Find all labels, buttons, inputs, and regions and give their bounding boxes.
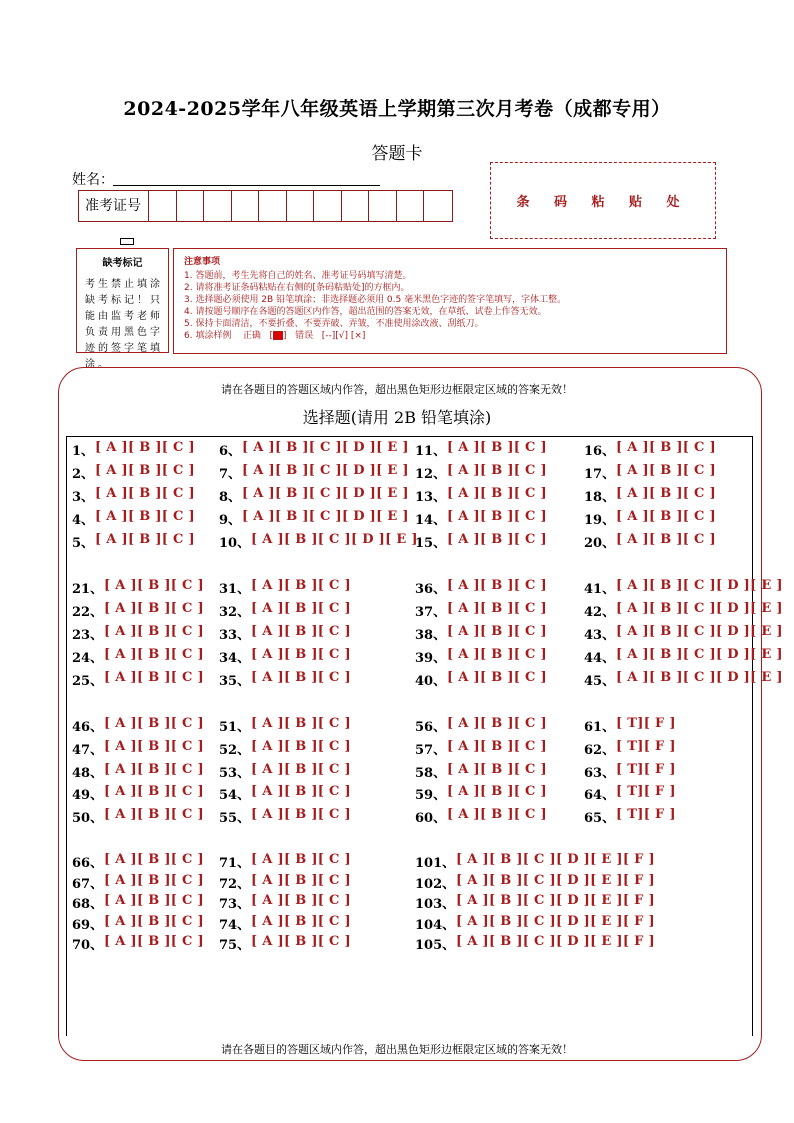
answer-options[interactable]: [ A ][ B ][ C ][ D ][ E ]: [251, 532, 418, 547]
question-number: 51、: [219, 720, 251, 735]
answer-options[interactable]: [ A ][ B ][ C ]: [95, 463, 195, 478]
answer-options[interactable]: [ A ][ B ][ C ]: [616, 532, 716, 547]
question-number: 4、: [72, 513, 95, 528]
question-number: 8、: [219, 490, 242, 505]
panel-top-notice: 请在各题目的答题区域内作答，超出黑色矩形边框限定区域的答案无效！: [221, 383, 573, 396]
question-number: 70、: [72, 938, 104, 954]
answer-options[interactable]: [ T][ F ]: [616, 784, 676, 800]
answer-options[interactable]: [ A ][ B ][ C ]: [447, 601, 547, 616]
question-number: 63、: [584, 765, 616, 781]
answer-options[interactable]: [ A ][ B ][ C ]: [251, 913, 351, 929]
answer-options[interactable]: [ A ][ B ][ C ]: [616, 486, 716, 501]
question-number: 19、: [584, 513, 616, 528]
answer-options[interactable]: [ A ][ B ][ C ]: [447, 784, 547, 800]
question-number: 6、: [219, 444, 242, 459]
correct-label: 正确: [242, 331, 261, 341]
ticket-digit-cell[interactable]: [204, 191, 232, 221]
answer-options[interactable]: [ A ][ B ][ C ][ D ][ E ]: [616, 601, 783, 616]
answer-options[interactable]: [ A ][ B ][ C ][ D ][ E ][ F ]: [456, 872, 655, 888]
question-number: 23、: [72, 628, 104, 643]
question-number: 38、: [415, 628, 447, 643]
answer-options[interactable]: [ A ][ B ][ C ]: [616, 463, 716, 478]
answer-options[interactable]: [ A ][ B ][ C ]: [447, 486, 547, 501]
question-number: 71、: [219, 856, 251, 871]
answer-options[interactable]: [ A ][ B ][ C ]: [95, 440, 195, 455]
question-number: 59、: [415, 788, 447, 804]
question-number: 64、: [584, 788, 616, 804]
answer-options[interactable]: [ A ][ B ][ C ]: [251, 784, 351, 800]
question-number: 16、: [584, 444, 616, 459]
answer-options[interactable]: [ A ][ B ][ C ]: [447, 578, 547, 593]
question-number: 22、: [72, 605, 104, 620]
question-number: 10、: [219, 536, 251, 551]
question-number: 69、: [72, 917, 104, 933]
ticket-digit-cell[interactable]: [232, 191, 260, 221]
question-number: 37、: [415, 605, 447, 620]
barcode-label: 条 码 粘 贴 处: [516, 195, 690, 210]
ticket-number-label: 准考证号: [79, 191, 149, 221]
question-number: 58、: [415, 765, 447, 781]
answer-options[interactable]: [ A ][ B ][ C ]: [447, 509, 547, 524]
question-number: 2、: [72, 467, 95, 482]
question-number: 72、: [219, 876, 251, 892]
answer-options[interactable]: [ A ][ B ][ C ]: [104, 852, 204, 867]
ticket-digit-cell[interactable]: [314, 191, 342, 221]
answer-options[interactable]: [ T][ F ]: [616, 716, 676, 731]
answer-options[interactable]: [ A ][ B ][ C ][ D ][ E ]: [242, 509, 409, 524]
question-number: 62、: [584, 742, 616, 758]
answer-options[interactable]: [ A ][ B ][ C ][ D ][ E ][ F ]: [456, 913, 655, 929]
panel-bottom-notice: 请在各题目的答题区域内作答，超出黑色矩形边框限定区域的答案无效！: [221, 1043, 573, 1056]
question-number: 21、: [72, 582, 104, 597]
answer-options[interactable]: [ A ][ B ][ C ]: [104, 784, 204, 800]
question-number: 31、: [219, 582, 251, 597]
absent-mark-panel: [76, 248, 169, 370]
ticket-digit-cell[interactable]: [259, 191, 287, 221]
answer-options[interactable]: [ A ][ B ][ C ]: [251, 624, 351, 639]
ticket-digit-cell[interactable]: [424, 191, 452, 221]
question-number: 46、: [72, 720, 104, 735]
question-number: 67、: [72, 876, 104, 892]
answer-options[interactable]: [ A ][ B ][ C ]: [616, 440, 716, 455]
question-number: 52、: [219, 742, 251, 758]
question-number: 49、: [72, 788, 104, 804]
instruction-line: 3. 选择题必须使用 2B 铅笔填涂；非选择题必须用 0.5 毫米黑色字迹的签字笔填写，字体工整。: [184, 295, 567, 305]
answer-options[interactable]: [ A ][ B ][ C ][ D ][ E ]: [616, 578, 783, 593]
question-number: 43、: [584, 628, 616, 643]
question-number: 75、: [219, 938, 251, 954]
answer-options[interactable]: [ T][ F ]: [616, 807, 676, 823]
ticket-number-grid: [78, 190, 453, 222]
name-field[interactable]: [113, 185, 380, 186]
question-number: 105、: [415, 938, 456, 954]
answer-options[interactable]: [ T][ F ]: [616, 761, 676, 777]
answer-options[interactable]: [ A ][ B ][ C ]: [447, 624, 547, 639]
answer-options[interactable]: [ A ][ B ][ C ][ D ][ E ]: [616, 647, 783, 662]
question-number: 42、: [584, 605, 616, 620]
question-number: 104、: [415, 917, 456, 933]
answer-options[interactable]: [ A ][ B ][ C ]: [251, 716, 351, 731]
ticket-digit-cell[interactable]: [342, 191, 370, 221]
question-number: 61、: [584, 720, 616, 735]
answer-options[interactable]: [ A ][ B ][ C ]: [251, 647, 351, 662]
question-number: 55、: [219, 811, 251, 827]
question-number: 48、: [72, 765, 104, 781]
question-number: 73、: [219, 897, 251, 913]
question-number: 66、: [72, 856, 104, 871]
answer-options[interactable]: [ A ][ B ][ C ]: [251, 670, 351, 685]
answer-options[interactable]: [ A ][ B ][ C ]: [104, 578, 204, 593]
question-number: 57、: [415, 742, 447, 758]
ticket-digit-cell[interactable]: [369, 191, 397, 221]
ticket-digit-cell[interactable]: [177, 191, 205, 221]
card-subtitle: 答题卡: [371, 144, 423, 164]
answer-options[interactable]: [ A ][ B ][ C ]: [251, 852, 351, 867]
question-number: 1、: [72, 444, 95, 459]
question-number: 56、: [415, 720, 447, 735]
question-number: 103、: [415, 897, 456, 913]
question-number: 40、: [415, 674, 447, 689]
instructions-panel: [173, 248, 727, 354]
answer-options[interactable]: [ A ][ B ][ C ]: [447, 440, 547, 455]
answer-options[interactable]: [ A ][ B ][ C ]: [104, 872, 204, 888]
ticket-digit-cell[interactable]: [397, 191, 425, 221]
fill-example-line: 6. 填涂样例 正确 [ ] 错误 [--][√] [×]: [184, 331, 366, 341]
question-number: 11、: [415, 444, 447, 459]
section-title: 选择题(请用 2B 铅笔填涂): [302, 408, 492, 427]
answer-options[interactable]: [ A ][ B ][ C ]: [251, 872, 351, 888]
answer-options[interactable]: [ A ][ B ][ C ]: [104, 934, 204, 950]
question-number: 24、: [72, 651, 104, 666]
answer-options[interactable]: [ A ][ B ][ C ][ D ][ E ][ F ]: [456, 934, 655, 950]
question-number: 68、: [72, 897, 104, 913]
answer-options[interactable]: [ A ][ B ][ C ]: [251, 578, 351, 593]
question-number: 50、: [72, 811, 104, 827]
question-number: 25、: [72, 674, 104, 689]
page-title: 2024-2025学年八年级英语上学期第三次月考卷（成都专用）: [123, 98, 671, 120]
wrong-label: 错误: [295, 331, 314, 341]
answer-options[interactable]: [ A ][ B ][ C ]: [104, 913, 204, 929]
question-number: 12、: [415, 467, 447, 482]
question-number: 20、: [584, 536, 616, 551]
answer-options[interactable]: [ A ][ B ][ C ]: [251, 738, 351, 754]
question-number: 101、: [415, 856, 456, 871]
answer-options[interactable]: [ A ][ B ][ C ]: [104, 807, 204, 823]
answer-options[interactable]: [ A ][ B ][ C ]: [251, 934, 351, 950]
instruction-line: 1. 答题前，考生先将自己的姓名、准考证号码填写清楚。: [184, 271, 412, 281]
answer-options[interactable]: [ A ][ B ][ C ]: [447, 463, 547, 478]
question-number: 14、: [415, 513, 447, 528]
answer-options[interactable]: [ A ][ B ][ C ]: [447, 761, 547, 777]
question-number: 3、: [72, 490, 95, 505]
answer-options[interactable]: [ A ][ B ][ C ]: [616, 509, 716, 524]
question-number: 17、: [584, 467, 616, 482]
answer-options[interactable]: [ A ][ B ][ C ][ D ][ E ]: [242, 486, 409, 501]
answer-options[interactable]: [ A ][ B ][ C ]: [104, 670, 204, 685]
answer-options[interactable]: [ T][ F ]: [616, 738, 676, 754]
question-number: 45、: [584, 674, 616, 689]
question-number: 65、: [584, 811, 616, 827]
instruction-line: 4. 请按题号顺序在各题的答题区内作答，超出范围的答案无效，在草纸、试卷上作答无效。: [184, 307, 547, 317]
question-number: 53、: [219, 765, 251, 781]
instructions-title: 注意事项: [184, 257, 221, 267]
answer-options[interactable]: [ A ][ B ][ C ]: [251, 761, 351, 777]
question-number: 47、: [72, 742, 104, 758]
question-number: 32、: [219, 605, 251, 620]
answer-options[interactable]: [ A ][ B ][ C ]: [447, 738, 547, 754]
question-number: 44、: [584, 651, 616, 666]
wrong-marks: [--][√] [×]: [321, 331, 366, 341]
answer-options[interactable]: [ A ][ B ][ C ]: [447, 647, 547, 662]
question-number: 39、: [415, 651, 447, 666]
answer-options[interactable]: [ A ][ B ][ C ]: [447, 716, 547, 731]
instruction-line: 2. 请将准考证条码粘贴在右侧的[条码粘贴处]的方框内。: [184, 283, 410, 293]
question-number: 33、: [219, 628, 251, 643]
ticket-digit-cell[interactable]: [149, 191, 177, 221]
question-number: 60、: [415, 811, 447, 827]
answer-options[interactable]: [ A ][ B ][ C ]: [104, 761, 204, 777]
name-label: 姓名：: [72, 172, 114, 188]
question-number: 18、: [584, 490, 616, 505]
answer-options[interactable]: [ A ][ B ][ C ][ D ][ E ][ F ]: [456, 893, 655, 909]
question-number: 54、: [219, 788, 251, 804]
answer-options[interactable]: [ A ][ B ][ C ][ D ][ E ]: [242, 463, 409, 478]
question-number: 36、: [415, 582, 447, 597]
answer-options[interactable]: [ A ][ B ][ C ][ D ][ E ][ F ]: [456, 852, 655, 867]
answer-options[interactable]: [ A ][ B ][ C ][ D ][ E ]: [616, 624, 783, 639]
answer-options[interactable]: [ A ][ B ][ C ]: [104, 738, 204, 754]
absent-mark-text: 考生禁止填涂缺考标记！只能由监考老师负责用黑色字迹的签字笔填涂。: [85, 279, 163, 370]
answer-options[interactable]: [ A ][ B ][ C ]: [104, 601, 204, 616]
answer-options[interactable]: [ A ][ B ][ C ]: [251, 601, 351, 616]
answer-options[interactable]: [ A ][ B ][ C ]: [95, 509, 195, 524]
question-number: 102、: [415, 876, 456, 892]
answer-options[interactable]: [ A ][ B ][ C ]: [104, 624, 204, 639]
absent-mark-title: 缺考标记: [102, 258, 143, 269]
question-number: 13、: [415, 490, 447, 505]
barcode-area: [490, 162, 716, 239]
answer-options[interactable]: [ A ][ B ][ C ]: [95, 486, 195, 501]
ticket-digit-cell[interactable]: [287, 191, 315, 221]
question-number: 7、: [219, 467, 242, 482]
answer-options[interactable]: [ A ][ B ][ C ]: [251, 807, 351, 823]
answer-options[interactable]: [ A ][ B ][ C ]: [251, 893, 351, 909]
question-number: 5、: [72, 536, 95, 551]
absent-mark-box[interactable]: [120, 238, 134, 245]
question-number: 74、: [219, 917, 251, 933]
answer-options[interactable]: [ A ][ B ][ C ]: [95, 532, 195, 547]
question-number: 41、: [584, 582, 616, 597]
filled-box-icon: [273, 331, 283, 340]
answer-options[interactable]: [ A ][ B ][ C ]: [104, 647, 204, 662]
answer-options[interactable]: [ A ][ B ][ C ]: [447, 670, 547, 685]
fill-example-prefix: 6. 填涂样例: [184, 331, 232, 341]
answer-options[interactable]: [ A ][ B ][ C ]: [104, 893, 204, 909]
answer-options[interactable]: [ A ][ B ][ C ]: [447, 532, 547, 547]
question-number: 34、: [219, 651, 251, 666]
answer-options[interactable]: [ A ][ B ][ C ]: [104, 716, 204, 731]
question-number: 35、: [219, 674, 251, 689]
question-number: 9、: [219, 513, 242, 528]
question-number: 15、: [415, 536, 447, 551]
answer-options[interactable]: [ A ][ B ][ C ]: [447, 807, 547, 823]
answer-options[interactable]: [ A ][ B ][ C ][ D ][ E ]: [242, 440, 409, 455]
instruction-line: 5. 保持卡面清洁，不要折叠、不要弄破、弄皱，不准使用涂改液、刮纸刀。: [184, 319, 484, 329]
answer-options[interactable]: [ A ][ B ][ C ][ D ][ E ]: [616, 670, 783, 685]
